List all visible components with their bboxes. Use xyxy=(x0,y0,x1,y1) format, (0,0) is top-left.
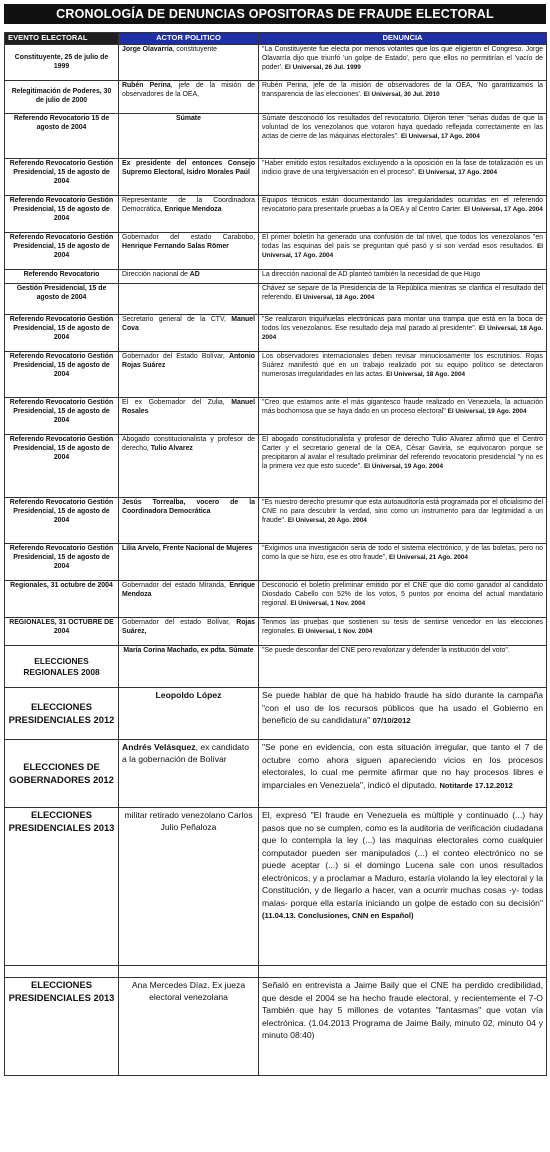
actor-cell xyxy=(119,398,259,435)
actor-role: Gobernador del estado Bolívar, xyxy=(122,619,237,626)
complaint-text: Súmate desconoció los resultados del revocatorio. Dijeron tener "serias dudas de que la voluntad de los venezolanos que votaron haya quedado reflejada correctamente en las actas de cierre de las máquinas electorales". xyxy=(262,115,543,140)
source-citation: El Universal, 18 Ago. 2004 xyxy=(295,293,375,301)
complaint-cell xyxy=(259,740,547,808)
source-citation: El Universal, 30 Jul. 2010 xyxy=(363,90,440,98)
complaint-text: "Exigimos una investigación seria de todo el sistema electrónico, y de las boletas, pero no como la que se hizo, ese es otro fraude", xyxy=(262,545,543,561)
event-cell: ELECCIONES REGIONALES 2008 xyxy=(5,646,119,688)
actor-cell xyxy=(119,978,259,1076)
event-cell: Referendo Revocatorio Gestión Presidencial, 15 de agosto de 2004 xyxy=(5,435,119,498)
table-row xyxy=(5,270,547,284)
header-complaint: DENUNCIA xyxy=(259,33,547,45)
complaint-text: Los observadores internacionales deben revisar minuciosamente los escrutinios. Rojas Suárez manifestó que en un trabajo realizado por su equipo político se detectaron numerosas irregularidades en las actas. xyxy=(262,353,543,378)
complaint-cell xyxy=(259,581,547,618)
complaint-cell xyxy=(259,398,547,435)
complaint-cell xyxy=(259,159,547,196)
table-row xyxy=(5,398,547,435)
actor-role: Dirección nacional de xyxy=(122,271,190,278)
header-actor: ACTOR POLITICO xyxy=(119,33,259,45)
complaint-text: Equipos técnicos están documentando las irregularidades ocurridas en el referendo revocatorio para presentarle pruebas a la OEA y al Centro Carter. xyxy=(262,197,543,213)
source-citation: El Universal, 17 Ago. 2004 xyxy=(262,242,543,259)
header-row xyxy=(5,33,547,45)
source-citation: El Universal, 21 Ago. 2004 xyxy=(388,553,468,561)
actor-cell xyxy=(119,352,259,398)
actor-role: Abogado constitucionalista y profesor de derecho, xyxy=(122,436,255,452)
actor-name: Leopoldo López xyxy=(155,690,222,700)
actor-name: Enrique Mendoza xyxy=(164,205,222,213)
table-row xyxy=(5,435,547,498)
event-cell: Referendo Revocatorio Gestión Presidencial, 15 de agosto de 2004 xyxy=(5,352,119,398)
complaint-text: Chávez se separe de la Presidencia de la República mientras se clarifica el resultado del referendo. xyxy=(262,285,543,301)
actor-name: Tulio Alvarez xyxy=(150,444,193,452)
event-cell: Referendo Revocatorio Gestión Presidencial, 15 de agosto de 2004 xyxy=(5,159,119,196)
source-citation: El Universal, 17 Ago. 2004 xyxy=(418,168,498,176)
complaint-text: "Haber emitido estos resultados excluyendo a la oposición en la fase de totalización es un indicio grave de una tergiversación en el proceso". xyxy=(262,160,543,176)
source-citation: El Universal, 26 Jul. 1999 xyxy=(284,63,361,71)
event-cell: ELECCIONES DE GOBERNADORES 2012 xyxy=(5,740,119,808)
actor-name: Lilia Arvelo, Frente Nacional de Mujeres xyxy=(122,545,253,552)
complaint-text: La dirección nacional de AD planteó también la necesidad de que Hugo xyxy=(262,271,481,278)
complaint-cell xyxy=(259,688,547,740)
event-cell: Referendo Revocatorio Gestión Presidencial, 15 de agosto de 2004 xyxy=(5,196,119,233)
spacer-row xyxy=(5,966,547,978)
table-row xyxy=(5,81,547,114)
complaint-text: Tenmos las pruebas que sostienen su tesis de sentirse vencedor en las elecciones regionales. xyxy=(262,619,543,635)
event-cell: Relegitimación de Poderes, 30 de julio de 2000 xyxy=(5,81,119,114)
actor-name: Jorge Olavarría xyxy=(122,46,173,53)
complaint-cell xyxy=(259,978,547,1076)
table-row xyxy=(5,740,547,808)
complaint-text: "La Constituyente fue electa por menos votantes que los que eligieron el Congreso. Jorge Olavarría dijo que triunfó 'un golpe de Estado', pero que ellos no permitirían el 'vacío de poder'. xyxy=(262,46,543,71)
table-row xyxy=(5,808,547,966)
source-citation: Notitarde 17.12.2012 xyxy=(439,780,513,790)
source-citation: (11.04.13. Conclusiones, CNN en Español) xyxy=(262,911,414,920)
empty-cell xyxy=(259,966,547,978)
actor-name: Jesús Torrealba, vocero de la Coordinadora Democrática xyxy=(122,499,255,515)
event-cell: Regionales, 31 octubre de 2004 xyxy=(5,581,119,618)
actor-name: Súmate xyxy=(176,115,201,122)
complaint-text: Desconoció el boletín preliminar emitido por el CNE que dio como ganador al candidato Diosdado Cabello con 52% de los votos, 5 puntos por encima del actual mandatario regional. xyxy=(262,582,543,607)
actor-name: AD xyxy=(189,271,200,278)
actor-role: , jefe de la misión de observadores de la OEA, xyxy=(122,82,256,98)
page-title: CRONOLOGÍA DE DENUNCIAS OPOSITORAS DE FRAUDE ELECTORAL xyxy=(4,4,546,24)
actor-cell xyxy=(119,233,259,270)
actor-role: , constituyente xyxy=(172,46,217,53)
actor-role: Ana Mercedes Díaz. Ex jueza electoral venezolana xyxy=(131,980,246,1002)
event-cell: Referendo Revocatorio 15 de agosto de 2004 xyxy=(5,114,119,159)
actor-role: , ex candidato a la gobernación de Bolívar xyxy=(122,742,250,764)
source-citation: El Universal, 19 Ago. 2004 xyxy=(447,407,527,415)
complaint-text: Rubén Perina, jefe de la misión de observadores de la OEA, 'No garantizamos la transparencia de las elecciones'. xyxy=(262,82,543,98)
event-cell: Referendo Revocatorio Gestión Presidencial, 15 de agosto de 2004 xyxy=(5,315,119,352)
complaint-cell xyxy=(259,233,547,270)
actor-name: María Corina Machado, ex pdta. Súmate xyxy=(123,647,254,654)
table-row xyxy=(5,581,547,618)
complaint-text: Señaló en entrevista a Jaime Baily que el CNE ha perdido credibilidad, que desde el 2004 se ha hecho fraude electoral, y recientemente el 7-O También que hay 5 millones de votantes "fantasmas" que votan vía electrónica. (1.04.2013 Programa de Jaime Baily, minuto 02, minuto 04 y minuto 08:40) xyxy=(262,980,543,1040)
actor-role: Secretario general de la CTV, xyxy=(122,316,232,323)
actor-role: Gobernador del Estado Bolívar, xyxy=(122,353,229,360)
table-row xyxy=(5,114,547,159)
complaint-cell xyxy=(259,315,547,352)
complaint-text: "Se realizaron triquiñuelas electrónicas para montar una trampa que está en la boca de todos los venezolanos. Ese resultado deja mal parado al presidente". xyxy=(262,316,543,332)
table-row xyxy=(5,544,547,581)
event-cell: Referendo Revocatorio Gestión Presidencial, 15 de agosto de 2004 xyxy=(5,544,119,581)
complaint-cell xyxy=(259,498,547,544)
complaint-cell xyxy=(259,114,547,159)
complaint-text: "Creo que estamos ante el más gigantesco fraude realizado en Venezuela, la actuación más bochornosa que se haya dado en un proceso electoral" xyxy=(262,399,543,415)
table-row xyxy=(5,618,547,646)
actor-cell xyxy=(119,740,259,808)
actor-cell xyxy=(119,646,259,688)
complaint-cell xyxy=(259,544,547,581)
table-row xyxy=(5,159,547,196)
actor-cell xyxy=(119,618,259,646)
actor-cell xyxy=(119,498,259,544)
table-row xyxy=(5,45,547,81)
table-row xyxy=(5,688,547,740)
event-cell: Constituyente, 25 de julio de 1999 xyxy=(5,45,119,81)
complaint-cell xyxy=(259,618,547,646)
complaint-text: El, expresó "El fraude en Venezuela es múltiple y continuado (...) hay pasos que no se cumplen, como es la auditoría de verificación ciudadana que lo contempla la ley (...) las maquinas electorales como cualquier computador pueden ser manipulados (...) el conteo electrónico no se puede aceptar (...) si el domingo Lucena sale con unos resultados electrónicos, y a proclamar a Maduro, estaría violando la ley electoral y la Constitución, y de llegarlo a hacer, van a ocurrir muchas cosas -y- todas malas- porque ella estaría iniciando un golpe de estado con su decisión" xyxy=(262,810,543,908)
table-row xyxy=(5,978,547,1076)
complaint-cell xyxy=(259,435,547,498)
actor-name: Rojas Suárez, xyxy=(122,619,255,635)
actor-cell xyxy=(119,581,259,618)
actor-name: Manuel Cova xyxy=(122,316,255,332)
actor-cell xyxy=(119,315,259,352)
actor-role: militar retirado venezolano Carlos Julio Peñaloza xyxy=(124,810,253,832)
chronology-table xyxy=(4,32,547,1076)
complaint-text: "Es nuestro derecho presumir que esta autoauditoría está programada por el oficialismo del CNE no para descubrir la verdad, sino como un instrumento para dar legitimidad a un fraude". xyxy=(262,499,543,524)
event-cell: Referendo Revocatorio Gestión Presidencial, 15 de agosto de 2004 xyxy=(5,398,119,435)
actor-name: Antonio Rojas Suárez xyxy=(122,353,255,369)
source-citation: El Universal, 20 Ago. 2004 xyxy=(287,516,367,524)
complaint-text: "Se puede desconfiar del CNE pero revalorizar y defender la institución del voto". xyxy=(262,647,510,654)
complaint-cell xyxy=(259,646,547,688)
complaint-cell xyxy=(259,45,547,81)
actor-cell xyxy=(119,270,259,284)
actor-role: Gobernador del estado Miranda, xyxy=(122,582,230,589)
actor-cell xyxy=(119,808,259,966)
complaint-cell xyxy=(259,196,547,233)
table-row xyxy=(5,498,547,544)
source-citation: El Universal, 19 Ago. 2004 xyxy=(364,462,444,470)
complaint-cell xyxy=(259,270,547,284)
complaint-cell xyxy=(259,81,547,114)
actor-cell xyxy=(119,435,259,498)
table-row xyxy=(5,196,547,233)
event-cell: REGIONALES, 31 OCTUBRE DE 2004 xyxy=(5,618,119,646)
actor-role: Gobernador del estado Carabobo, xyxy=(122,234,255,241)
event-cell: ELECCIONES PRESIDENCIALES 2013 xyxy=(5,808,119,966)
header-event: EVENTO ELECTORAL xyxy=(5,33,119,45)
table-row xyxy=(5,315,547,352)
source-citation: El Universal, 18 Ago. 2004 xyxy=(386,370,466,378)
table-row xyxy=(5,646,547,688)
actor-cell xyxy=(119,45,259,81)
actor-cell xyxy=(119,284,259,315)
event-cell: ELECCIONES PRESIDENCIALES 2012 xyxy=(5,688,119,740)
event-cell: Referendo Revocatorio xyxy=(5,270,119,284)
actor-name: Rubén Perina xyxy=(122,82,171,89)
actor-cell xyxy=(119,688,259,740)
complaint-cell xyxy=(259,808,547,966)
table-row xyxy=(5,284,547,315)
event-cell: Referendo Revocatorio Gestión Presidencial, 15 de agosto de 2004 xyxy=(5,498,119,544)
event-cell: Referendo Revocatorio Gestión Presidencial, 15 de agosto de 2004 xyxy=(5,233,119,270)
complaint-text: El primer boletín ha generado una confusión de tal nivel, que todos los venezolanos "en todas las esquinas del país se preguntan qué pasó y si son verdad esos resultados. xyxy=(262,234,543,250)
source-citation: El Universal, 1 Nov. 2004 xyxy=(297,627,373,635)
actor-name: Manuel Rosales xyxy=(122,399,255,415)
source-citation: El Universal, 17 Ago. 2004 xyxy=(400,132,480,140)
actor-cell xyxy=(119,159,259,196)
event-cell: Gestión Presidencial, 15 de agosto de 2004 xyxy=(5,284,119,315)
complaint-cell xyxy=(259,284,547,315)
actor-role: El ex Gobernador del Zulia, xyxy=(122,399,232,406)
actor-cell xyxy=(119,81,259,114)
actor-name: Henrique Fernando Salas Römer xyxy=(122,242,229,250)
empty-cell xyxy=(5,966,119,978)
table-row xyxy=(5,233,547,270)
source-citation: El Universal, 17 Ago. 2004 xyxy=(463,205,543,213)
complaint-cell xyxy=(259,352,547,398)
actor-name: Ex presidente del entonces Consejo Supremo Electoral, Isidro Morales Paúl xyxy=(122,160,255,176)
actor-name: Andrés Velásquez xyxy=(122,742,196,752)
actor-name: Enrique Mendoza xyxy=(122,582,255,598)
empty-cell xyxy=(119,966,259,978)
source-citation: El Universal, 18 Ago. 2004 xyxy=(262,324,543,341)
table-row xyxy=(5,352,547,398)
complaint-text: Se puede hablar de que ha habido fraude ha sido durante la campaña "con el uso de los recursos públicos que ha usado el Gobierno en beneficio de su candidatura" xyxy=(262,690,543,725)
source-citation: El Universal, 1 Nov. 2004 xyxy=(290,599,366,607)
complaint-text: El abogado constitucionalista y profesor de derecho Tulio Alvarez afirmó que el Centro Carter y el secretario general de la OEA, César Gaviria, se equivocaron porque se precipitaron al avalar el resultado preliminar del referendo revocatorio presidencial "y no es la primera vez que esto sucede". xyxy=(262,436,543,470)
complaint-text: "Se pone en evidencia, con esta situación irregular, que tanto el 7 de octubre como ahora siguen apareciendo vicios en los procesos electorales, lo cual me permite afirmar que no hay procesos libres e imparciales en Venezuela", indicó el diputado. xyxy=(262,742,543,790)
actor-cell xyxy=(119,114,259,159)
event-cell: ELECCIONES PRESIDENCIALES 2013 xyxy=(5,978,119,1076)
source-citation: 07/10/2012 xyxy=(372,716,411,725)
actor-cell xyxy=(119,196,259,233)
actor-cell xyxy=(119,544,259,581)
actor-role: Representante de la Coordinadora Democrática, xyxy=(122,197,255,213)
